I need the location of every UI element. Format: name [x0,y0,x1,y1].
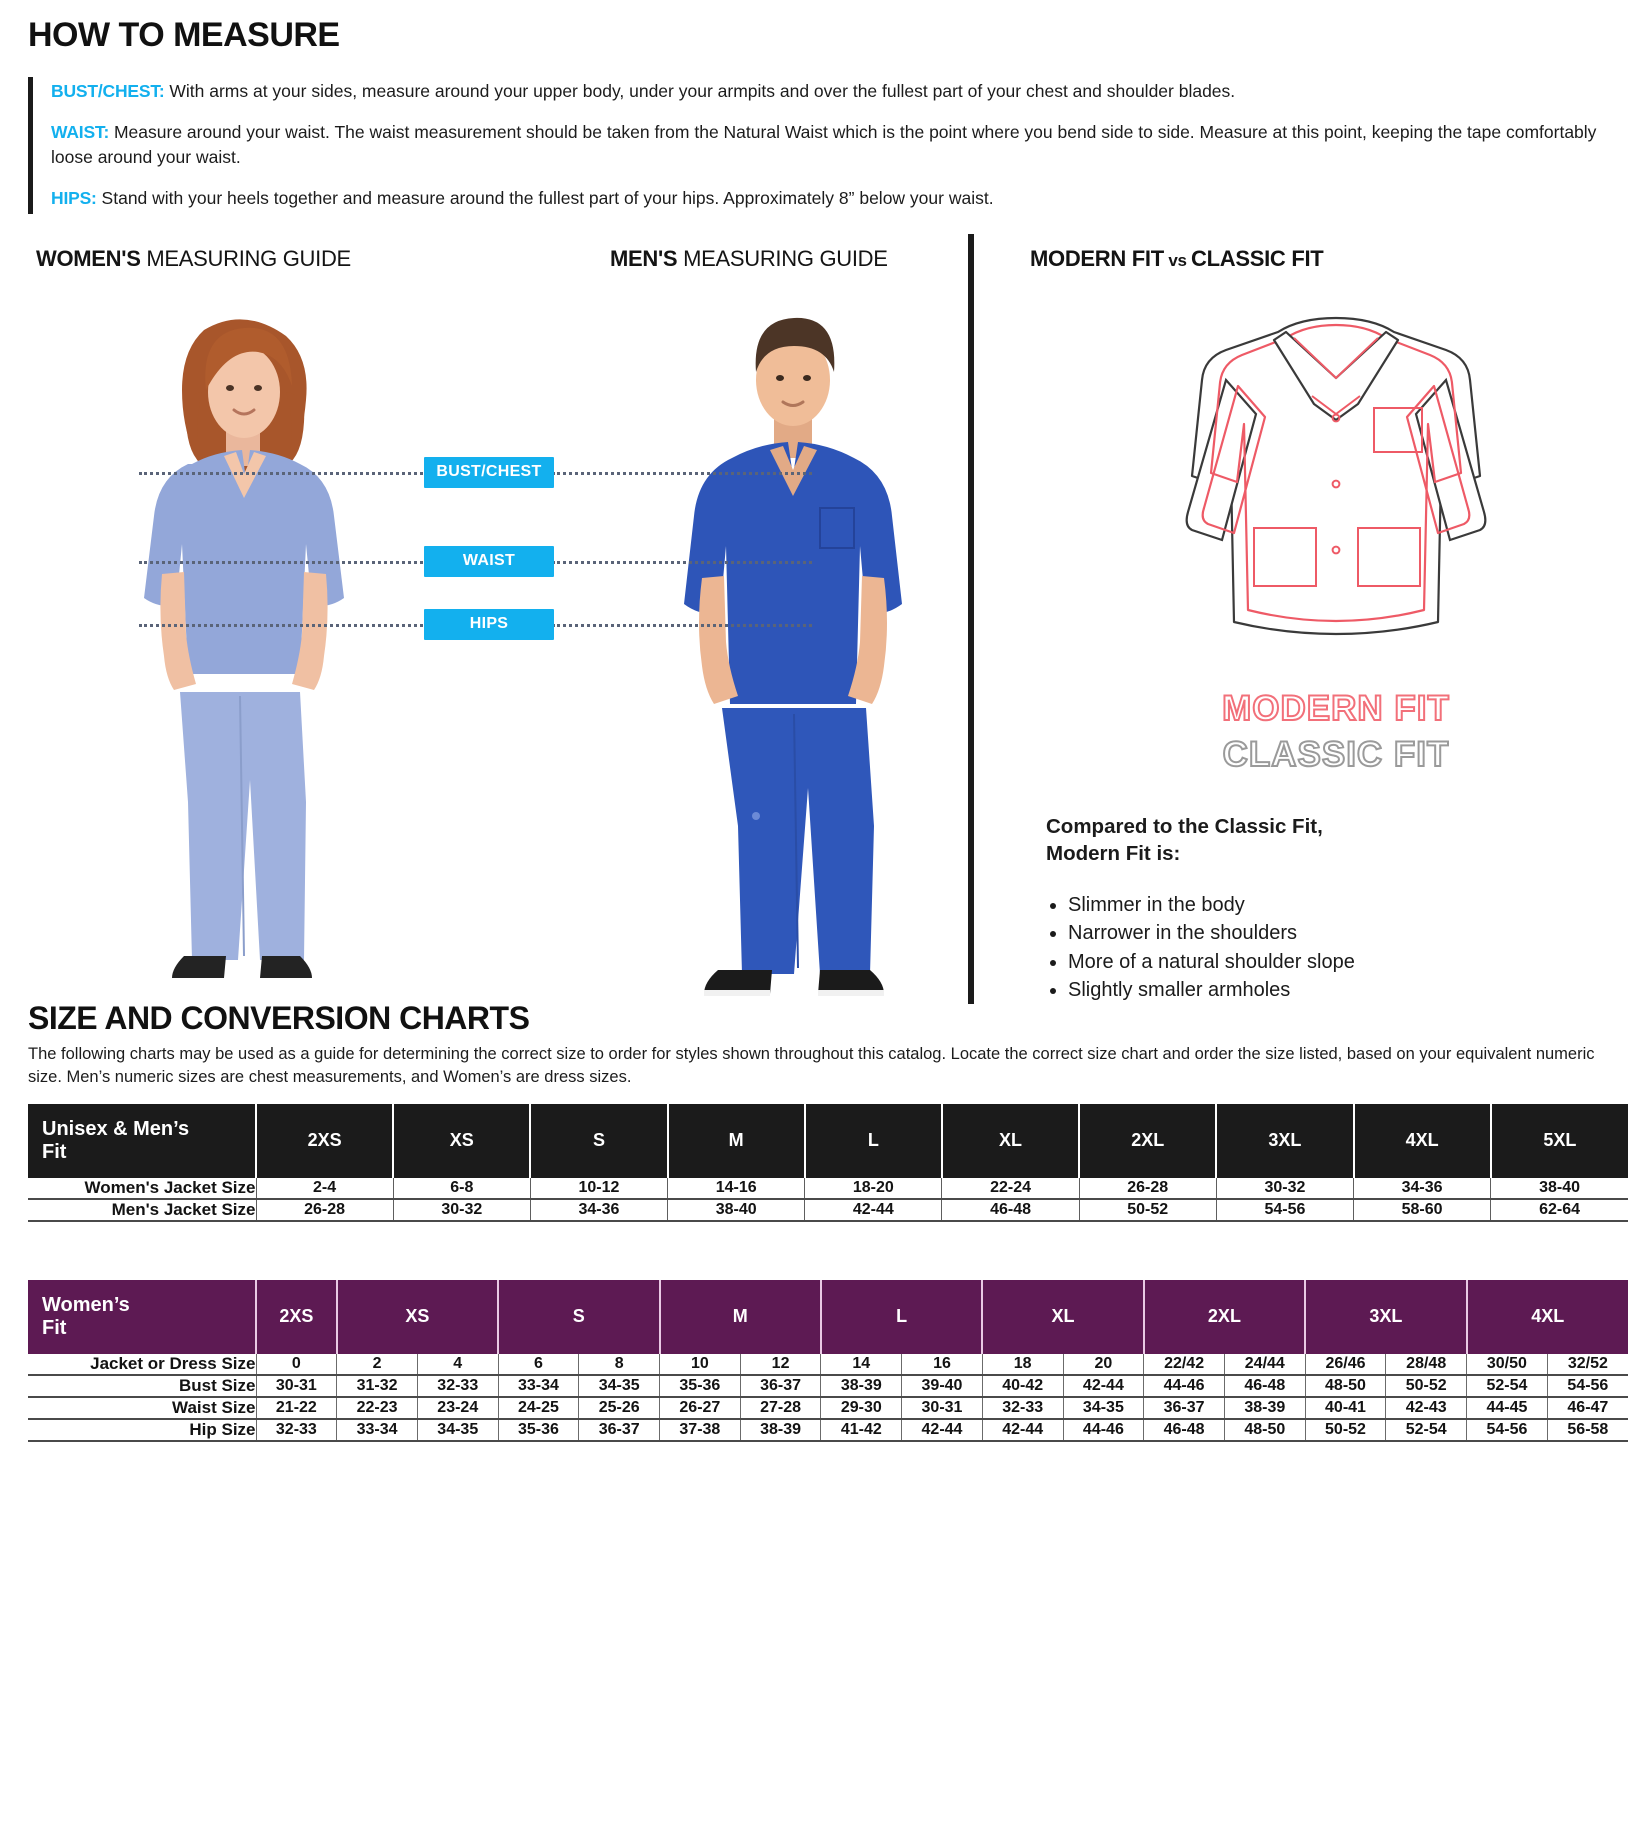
table-cell: 35-36 [498,1419,579,1441]
table-cell: 32/52 [1547,1354,1628,1375]
table-cell: 21-22 [256,1397,337,1419]
measure-text-waist: Measure around your waist. The waist measurement should be taken from the Natural Waist which is the point where you bend side to side. Measure at this point, keeping the tape comfortably loose around your waist. [51,121,1597,167]
measure-text-hips: Stand with your heels together and measure around the fullest part of your hips. Approximately 8” below your waist. [96,187,994,208]
table-cell: 52-54 [1467,1375,1548,1397]
unisex-size-header: 4XL [1354,1104,1491,1178]
measure-text-bust: With arms at your sides, measure around your upper body, under your armpits and over the fullest part of your chest and shoulder blades. [164,81,1236,101]
row-label: Waist Size [28,1397,256,1419]
list-item: • Slimmer in the body [1068,891,1648,919]
table-cell: 44-45 [1467,1397,1548,1419]
table-cell: 6 [498,1354,579,1375]
mens-guide-heading-light: MEASURING GUIDE [677,246,888,272]
womens-size-header: XS [337,1280,498,1354]
unisex-size-header: XS [393,1104,530,1178]
table-cell: 33-34 [337,1419,418,1441]
fit-comparison-panel [1024,280,1648,1004]
row-label: Women's Jacket Size [84,1177,256,1197]
table-cell: 30-32 [393,1199,530,1221]
table-cell: 24-25 [498,1397,579,1419]
table-cell: 54-56 [1547,1375,1628,1397]
table-cell: 29-30 [821,1397,902,1419]
table-cell: 31-32 [337,1375,418,1397]
table-cell: 44-46 [1063,1419,1144,1441]
womens-size-header: 2XS [256,1280,337,1354]
table-cell: 26-28 [1079,1178,1216,1199]
womens-size-header: L [821,1280,982,1354]
table-cell: 52-54 [1386,1419,1467,1441]
measure-label-hips: HIPS: [51,187,97,208]
table-cell: 30-32 [1216,1178,1353,1199]
womens-figure [54,296,434,996]
table-cell: 14-16 [668,1178,805,1199]
table-cell: 24/44 [1224,1354,1305,1375]
measure-label-bust: BUST/CHEST: [51,81,165,101]
table-cell: 46-48 [1144,1419,1225,1441]
table-cell: 38-39 [1224,1397,1305,1419]
mens-guide-heading [610,246,888,272]
table-cell: 36-37 [740,1375,821,1397]
row-label: Jacket or Dress Size [90,1353,256,1373]
table-cell: 30-31 [902,1397,983,1419]
table-cell: 32-33 [256,1419,337,1441]
table-cell: 20 [1063,1354,1144,1375]
measure-item-waist [51,120,1624,170]
table-row [28,1375,1628,1397]
table-row [28,1419,1628,1441]
unisex-mens-size-table [28,1104,1628,1222]
table-cell: 2-4 [256,1178,393,1199]
lab-coat-illustration [1126,288,1546,688]
table-cell: 26-28 [256,1199,393,1221]
table-cell: 4 [417,1354,498,1375]
table-cell: 26/46 [1305,1354,1386,1375]
unisex-size-header: S [530,1104,667,1178]
how-to-measure-block [28,77,1624,214]
table-cell: 62-64 [1491,1199,1628,1221]
waist-line-left [139,561,429,564]
table-cell: 2 [337,1354,418,1375]
row-label: Men's Jacket Size [28,1199,256,1221]
man-illustration-icon [614,296,974,996]
table-cell: 38-39 [740,1419,821,1441]
table-cell: 22-24 [942,1178,1079,1199]
table-cell: 50-52 [1079,1199,1216,1221]
table-spacer [24,1222,1624,1264]
table-cell: 54-56 [1216,1199,1353,1221]
fit-comparison-lead [1046,813,1648,867]
table-row [28,1199,1628,1221]
list-item: • Slightly smaller armholes [1068,976,1648,1004]
table-cell: 56-58 [1547,1419,1628,1441]
fit-heading-classic: CLASSIC FIT [1191,246,1324,272]
table-cell: 22/42 [1144,1354,1225,1375]
womens-size-table [28,1280,1628,1442]
table-row [28,1354,1628,1375]
table-cell: 34-35 [579,1375,660,1397]
table-cell: 36-37 [1144,1397,1225,1419]
list-item: • Narrower in the shoulders [1068,919,1648,947]
classic-fit-outline-text: CLASSIC FIT [1222,734,1450,774]
womens-size-header: S [498,1280,659,1354]
table-cell: 30-31 [256,1375,337,1397]
unisex-size-header: XL [942,1104,1079,1178]
unisex-size-header: 2XS [256,1104,393,1178]
table-cell: 35-36 [660,1375,741,1397]
fit-comparison-heading [1030,246,1323,272]
unisex-size-header: 5XL [1491,1104,1628,1178]
unisex-size-header: L [805,1104,942,1178]
table-cell: 40-42 [982,1375,1063,1397]
unisex-size-header: M [668,1104,805,1178]
table-cell: 34-36 [530,1199,667,1221]
size-guide-page [0,16,1648,1834]
hips-line-left [139,624,429,627]
table-cell: 28/48 [1386,1354,1467,1375]
charts-title: SIZE AND CONVERSION CHARTS [28,1000,530,1037]
table-cell: 25-26 [579,1397,660,1419]
womens-guide-heading [36,246,351,272]
bust-line-right [552,472,812,475]
table-cell: 46-48 [1224,1375,1305,1397]
table-cell: 10 [660,1354,741,1375]
table-row [28,1397,1628,1419]
table-cell: 41-42 [821,1419,902,1441]
table-cell: 42-44 [1063,1375,1144,1397]
measure-item-bust [51,79,1624,104]
table-cell: 6-8 [393,1178,530,1199]
woman-illustration-icon [54,296,434,996]
table-cell: 18 [982,1354,1063,1375]
table-cell: 34-36 [1354,1178,1491,1199]
table-cell: 54-56 [1467,1419,1548,1441]
badge-bust-chest: BUST/CHEST [424,457,554,488]
measure-item-hips [51,186,1624,211]
page-title: HOW TO MEASURE [28,16,340,54]
womens-guide-heading-light: MEASURING GUIDE [140,246,351,272]
table-cell: 14 [821,1354,902,1375]
badge-waist: WAIST [424,546,554,577]
fit-heading-modern: MODERN FIT [1030,246,1164,272]
hips-line-right [552,624,812,627]
bust-line-left [139,472,429,475]
row-label: Bust Size [28,1375,256,1397]
womens-size-header: 2XL [1144,1280,1305,1354]
fit-lead-line-2: Modern Fit is: [1046,842,1181,866]
table-cell: 23-24 [417,1397,498,1419]
table-cell: 8 [579,1354,660,1375]
table-cell: 22-23 [337,1397,418,1419]
list-item: • More of a natural shoulder slope [1068,948,1648,976]
table-cell: 38-39 [821,1375,902,1397]
womens-table-header-title: Women’s Fit [28,1280,256,1354]
table-cell: 27-28 [740,1397,821,1419]
table-cell: 42-43 [1386,1397,1467,1419]
womens-size-header: 4XL [1467,1280,1628,1354]
mens-guide-heading-strong: MEN'S [610,246,678,272]
table-cell: 30/50 [1467,1354,1548,1375]
table-cell: 10-12 [530,1178,667,1199]
table-cell: 33-34 [498,1375,579,1397]
unisex-size-header: 2XL [1079,1104,1216,1178]
fit-benefits-list [1068,891,1648,1005]
table-cell: 42-44 [982,1419,1063,1441]
table-cell: 38-40 [1491,1178,1628,1199]
table-cell: 36-37 [579,1419,660,1441]
charts-intro: The following charts may be used as a guide for determining the correct size to order for styles shown throughout this catalog. Locate the correct size chart and order the size listed, based on your equivalent numeric size. Men’s numeric sizes are chest measurements, and Women’s are dress sizes. [28,1045,1595,1086]
table-cell: 39-40 [902,1375,983,1397]
table-cell: 50-52 [1305,1419,1386,1441]
modern-fit-outline-text: MODERN FIT [1222,689,1450,729]
womens-size-header: 3XL [1305,1280,1466,1354]
table-cell: 32-33 [982,1397,1063,1419]
waist-line-right [552,561,812,564]
lab-coat-icon [1126,288,1546,688]
table-cell: 16 [902,1354,983,1375]
fit-heading-vs: vs [1163,251,1192,271]
table-cell: 42-44 [805,1199,942,1221]
mens-figure [614,296,974,996]
badge-hips: HIPS [424,609,554,640]
table-cell: 18-20 [805,1178,942,1199]
table-cell: 37-38 [660,1419,741,1441]
womens-guide-heading-strong: WOMEN'S [36,246,141,272]
fit-lead-line-1: Compared to the Classic Fit, [1046,814,1323,838]
unisex-table-header-title: Unisex & Men’s Fit [28,1104,256,1178]
table-cell: 50-52 [1386,1375,1467,1397]
table-cell: 34-35 [1063,1397,1144,1419]
row-label: Hip Size [28,1419,256,1441]
table-cell: 48-50 [1305,1375,1386,1397]
table-cell: 48-50 [1224,1419,1305,1441]
womens-size-header: M [660,1280,821,1354]
measuring-guides [24,240,1624,1000]
table-cell: 46-48 [942,1199,1079,1221]
measure-label-waist: WAIST: [51,121,110,142]
table-cell: 38-40 [668,1199,805,1221]
table-cell: 32-33 [417,1375,498,1397]
unisex-size-header: 3XL [1216,1104,1353,1178]
table-cell: 0 [256,1354,337,1375]
table-cell: 12 [740,1354,821,1375]
table-cell: 26-27 [660,1397,741,1419]
table-row [28,1178,1628,1199]
table-cell: 44-46 [1144,1375,1225,1397]
table-cell: 58-60 [1354,1199,1491,1221]
womens-size-header: XL [982,1280,1143,1354]
table-cell: 46-47 [1547,1397,1628,1419]
table-cell: 40-41 [1305,1397,1386,1419]
table-cell: 34-35 [417,1419,498,1441]
table-cell: 42-44 [902,1419,983,1441]
